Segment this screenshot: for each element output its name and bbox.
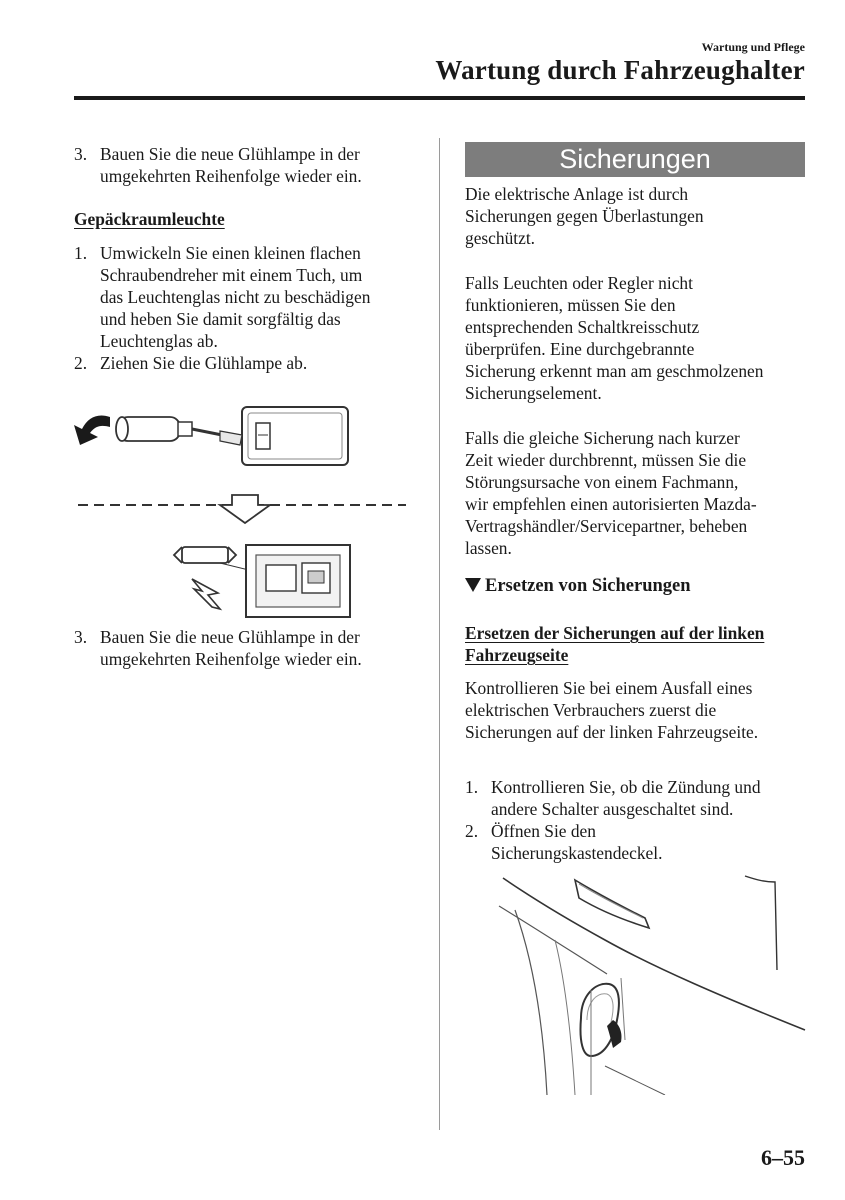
- step-number: 3.: [74, 627, 88, 647]
- page-number: 6–55: [761, 1145, 805, 1170]
- triangle-bullet-icon: [465, 578, 481, 592]
- step-number: 2.: [74, 353, 88, 373]
- step-number: 2.: [465, 821, 479, 841]
- step-number: 3.: [74, 144, 88, 164]
- paragraph-intro: Die elektrische Anlage ist durch Sicherungen gegen Überlastungen geschützt.: [465, 184, 704, 248]
- fuse-box-cover-illustration: [495, 870, 810, 1095]
- subsection-heading-left-side-fuses: Ersetzen der Sicherungen auf der linken Fahrzeugseite: [465, 623, 765, 665]
- paragraph-check-fuses: Falls Leuchten oder Regler nicht funktionieren, müssen Sie den entsprechenden Schaltkreisschutz überprüfen. Eine durchgebrannte Sicherung erkennt man am geschmolzenen Sicherungselement.: [465, 273, 764, 403]
- paragraph-check-left-side: Kontrollieren Sie bei einem Ausfall eines elektrischen Verbrauchers zuerst die Sicherungen auf der linken Fahrzeugseite.: [465, 678, 759, 742]
- step-number: 1.: [465, 777, 479, 797]
- page-title: Wartung durch Fahrzeughalter: [435, 55, 805, 85]
- header-rule: [74, 96, 805, 100]
- step-number: 1.: [74, 243, 88, 263]
- trunk-light-removal-illustration: [70, 395, 415, 630]
- running-header-section: Wartung und Pflege: [701, 40, 805, 54]
- subsection-heading-gepaeckraumleuchte: Gepäckraumleuchte: [74, 209, 225, 229]
- column-divider: [439, 138, 440, 1130]
- step-text: Umwickeln Sie einen kleinen flachen Schraubendreher mit einem Tuch, um das Leuchtenglas nicht zu beschädigen und heben Sie damit sorgfältig das Leuchtenglas ab.: [100, 243, 371, 351]
- step-text: Bauen Sie die neue Glühlampe in der umgekehrten Reihenfolge wieder ein.: [100, 627, 362, 669]
- paragraph-repeated-failure: Falls die gleiche Sicherung nach kurzer Zeit wieder durchbrennt, müssen Sie die Störungsursache von einem Fachmann, wir empfehlen einen autorisierten Mazda- Vertragshändler/Servicepartner, beheben lassen.: [465, 428, 757, 558]
- step-text: Kontrollieren Sie, ob die Zündung und andere Schalter ausgeschaltet sind.: [491, 777, 761, 819]
- step-text: Öffnen Sie den Sicherungskastendeckel.: [491, 821, 663, 863]
- step-text: Ziehen Sie die Glühlampe ab.: [100, 353, 308, 373]
- section-banner-sicherungen: Sicherungen: [465, 142, 805, 177]
- subheading-ersetzen-von-sicherungen: Ersetzen von Sicherungen: [465, 575, 691, 597]
- step-text: Bauen Sie die neue Glühlampe in der umgekehrten Reihenfolge wieder ein.: [100, 144, 362, 186]
